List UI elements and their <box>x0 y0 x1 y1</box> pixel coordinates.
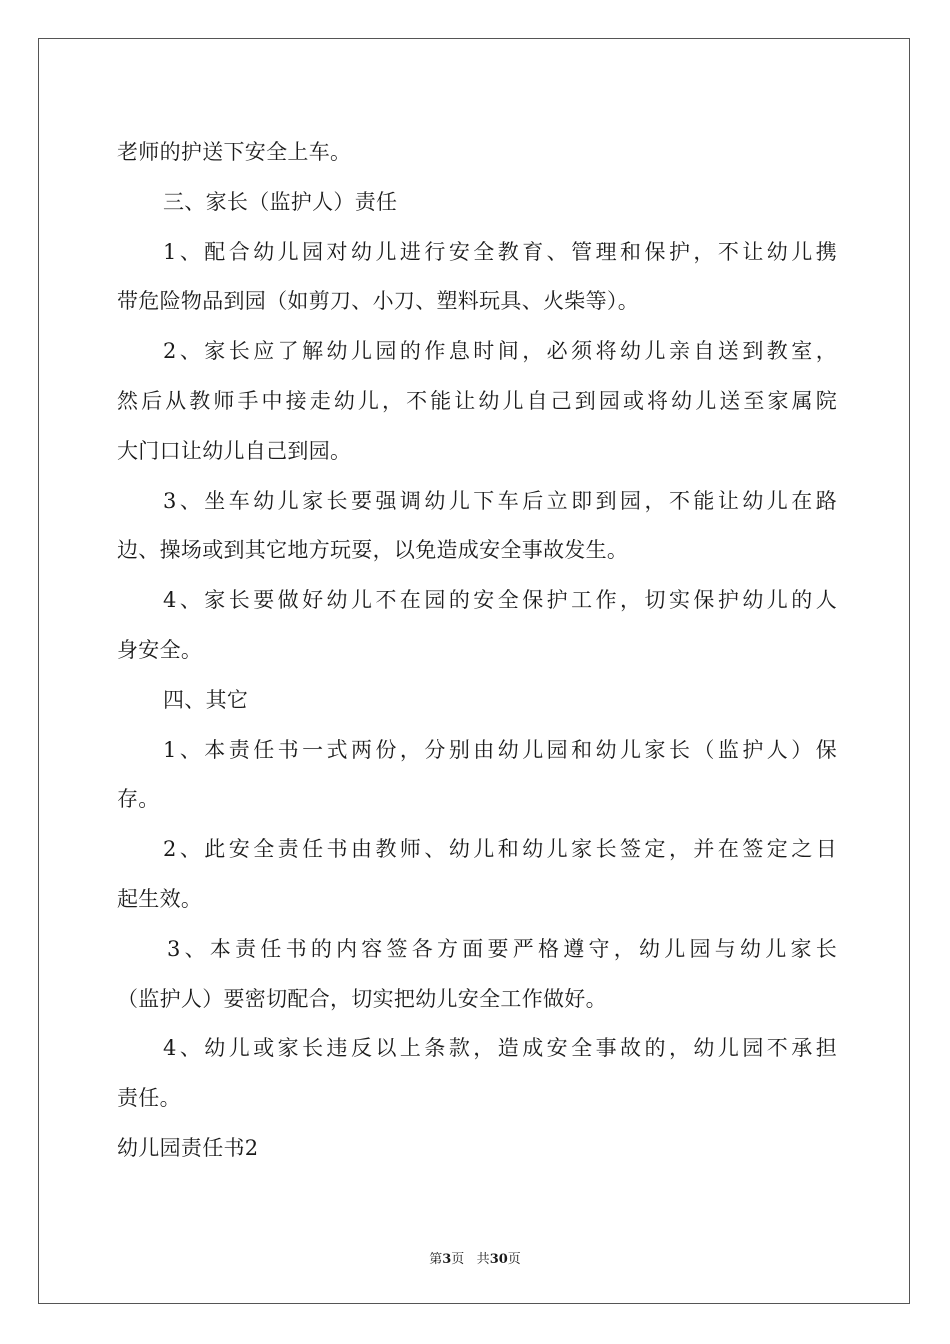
footer-prefix: 第 <box>429 1252 443 1267</box>
paragraph-line: 老师的护送下安全上车。 <box>117 140 352 164</box>
paragraph-line: 边、操场或到其它地方玩耍，以免造成安全事故发生。 <box>117 538 629 563</box>
paragraph-line: 存。 <box>117 787 160 812</box>
document-body <box>117 128 837 1174</box>
paragraph-line: 2、家长应了解幼儿园的作息时间，必须将幼儿亲自送到教室， <box>163 339 837 364</box>
paragraph-line: 责任。 <box>117 1086 181 1111</box>
footer-total-suffix: 页 <box>507 1252 521 1267</box>
paragraph-line: 3、本责任书的内容签各方面要严格遵守，幼儿园与幼儿家长 <box>167 936 837 961</box>
section-heading: 三、家长（监护人）责任 <box>163 189 398 214</box>
section-heading: 四、其它 <box>163 687 249 712</box>
paragraph-line: （监护人）要密切配合，切实把幼儿安全工作做好。 <box>117 986 607 1011</box>
paragraph-line: 带危险物品到园（如剪刀、小刀、塑料玩具、火柴等）。 <box>117 289 639 314</box>
paragraph-line: 大门口让幼儿自己到园。 <box>117 438 352 463</box>
paragraph-line: 4、家长要做好幼儿不在园的安全保护工作，切实保护幼儿的人 <box>163 588 837 613</box>
paragraph-line: 2、此安全责任书由教师、幼儿和幼儿家长签定，并在签定之日 <box>163 837 837 862</box>
paragraph-line: 身安全。 <box>117 637 203 662</box>
paragraph-line: 1、配合幼儿园对幼儿进行安全教育、管理和保护，不让幼儿携 <box>163 239 837 264</box>
footer-page-number: 3 <box>442 1252 452 1267</box>
footer-total-prefix: 共 <box>476 1252 490 1267</box>
page-footer <box>0 1248 950 1267</box>
paragraph-line: 4、幼儿或家长违反以上条款，造成安全事故的，幼儿园不承担 <box>163 1036 837 1061</box>
footer-page-suffix: 页 <box>451 1252 465 1267</box>
footer-total-pages: 30 <box>489 1252 508 1267</box>
paragraph-line: 起生效。 <box>117 886 203 911</box>
subtitle-line: 幼儿园责任书2 <box>117 1135 259 1160</box>
paragraph-line: 3、坐车幼儿家长要强调幼儿下车后立即到园，不能让幼儿在路 <box>163 488 837 513</box>
paragraph-line: 然后从教师手中接走幼儿，不能让幼儿自己到园或将幼儿送至家属院 <box>117 388 837 413</box>
paragraph-line: 1、本责任书一式两份，分别由幼儿园和幼儿家长（监护人）保 <box>163 737 837 762</box>
